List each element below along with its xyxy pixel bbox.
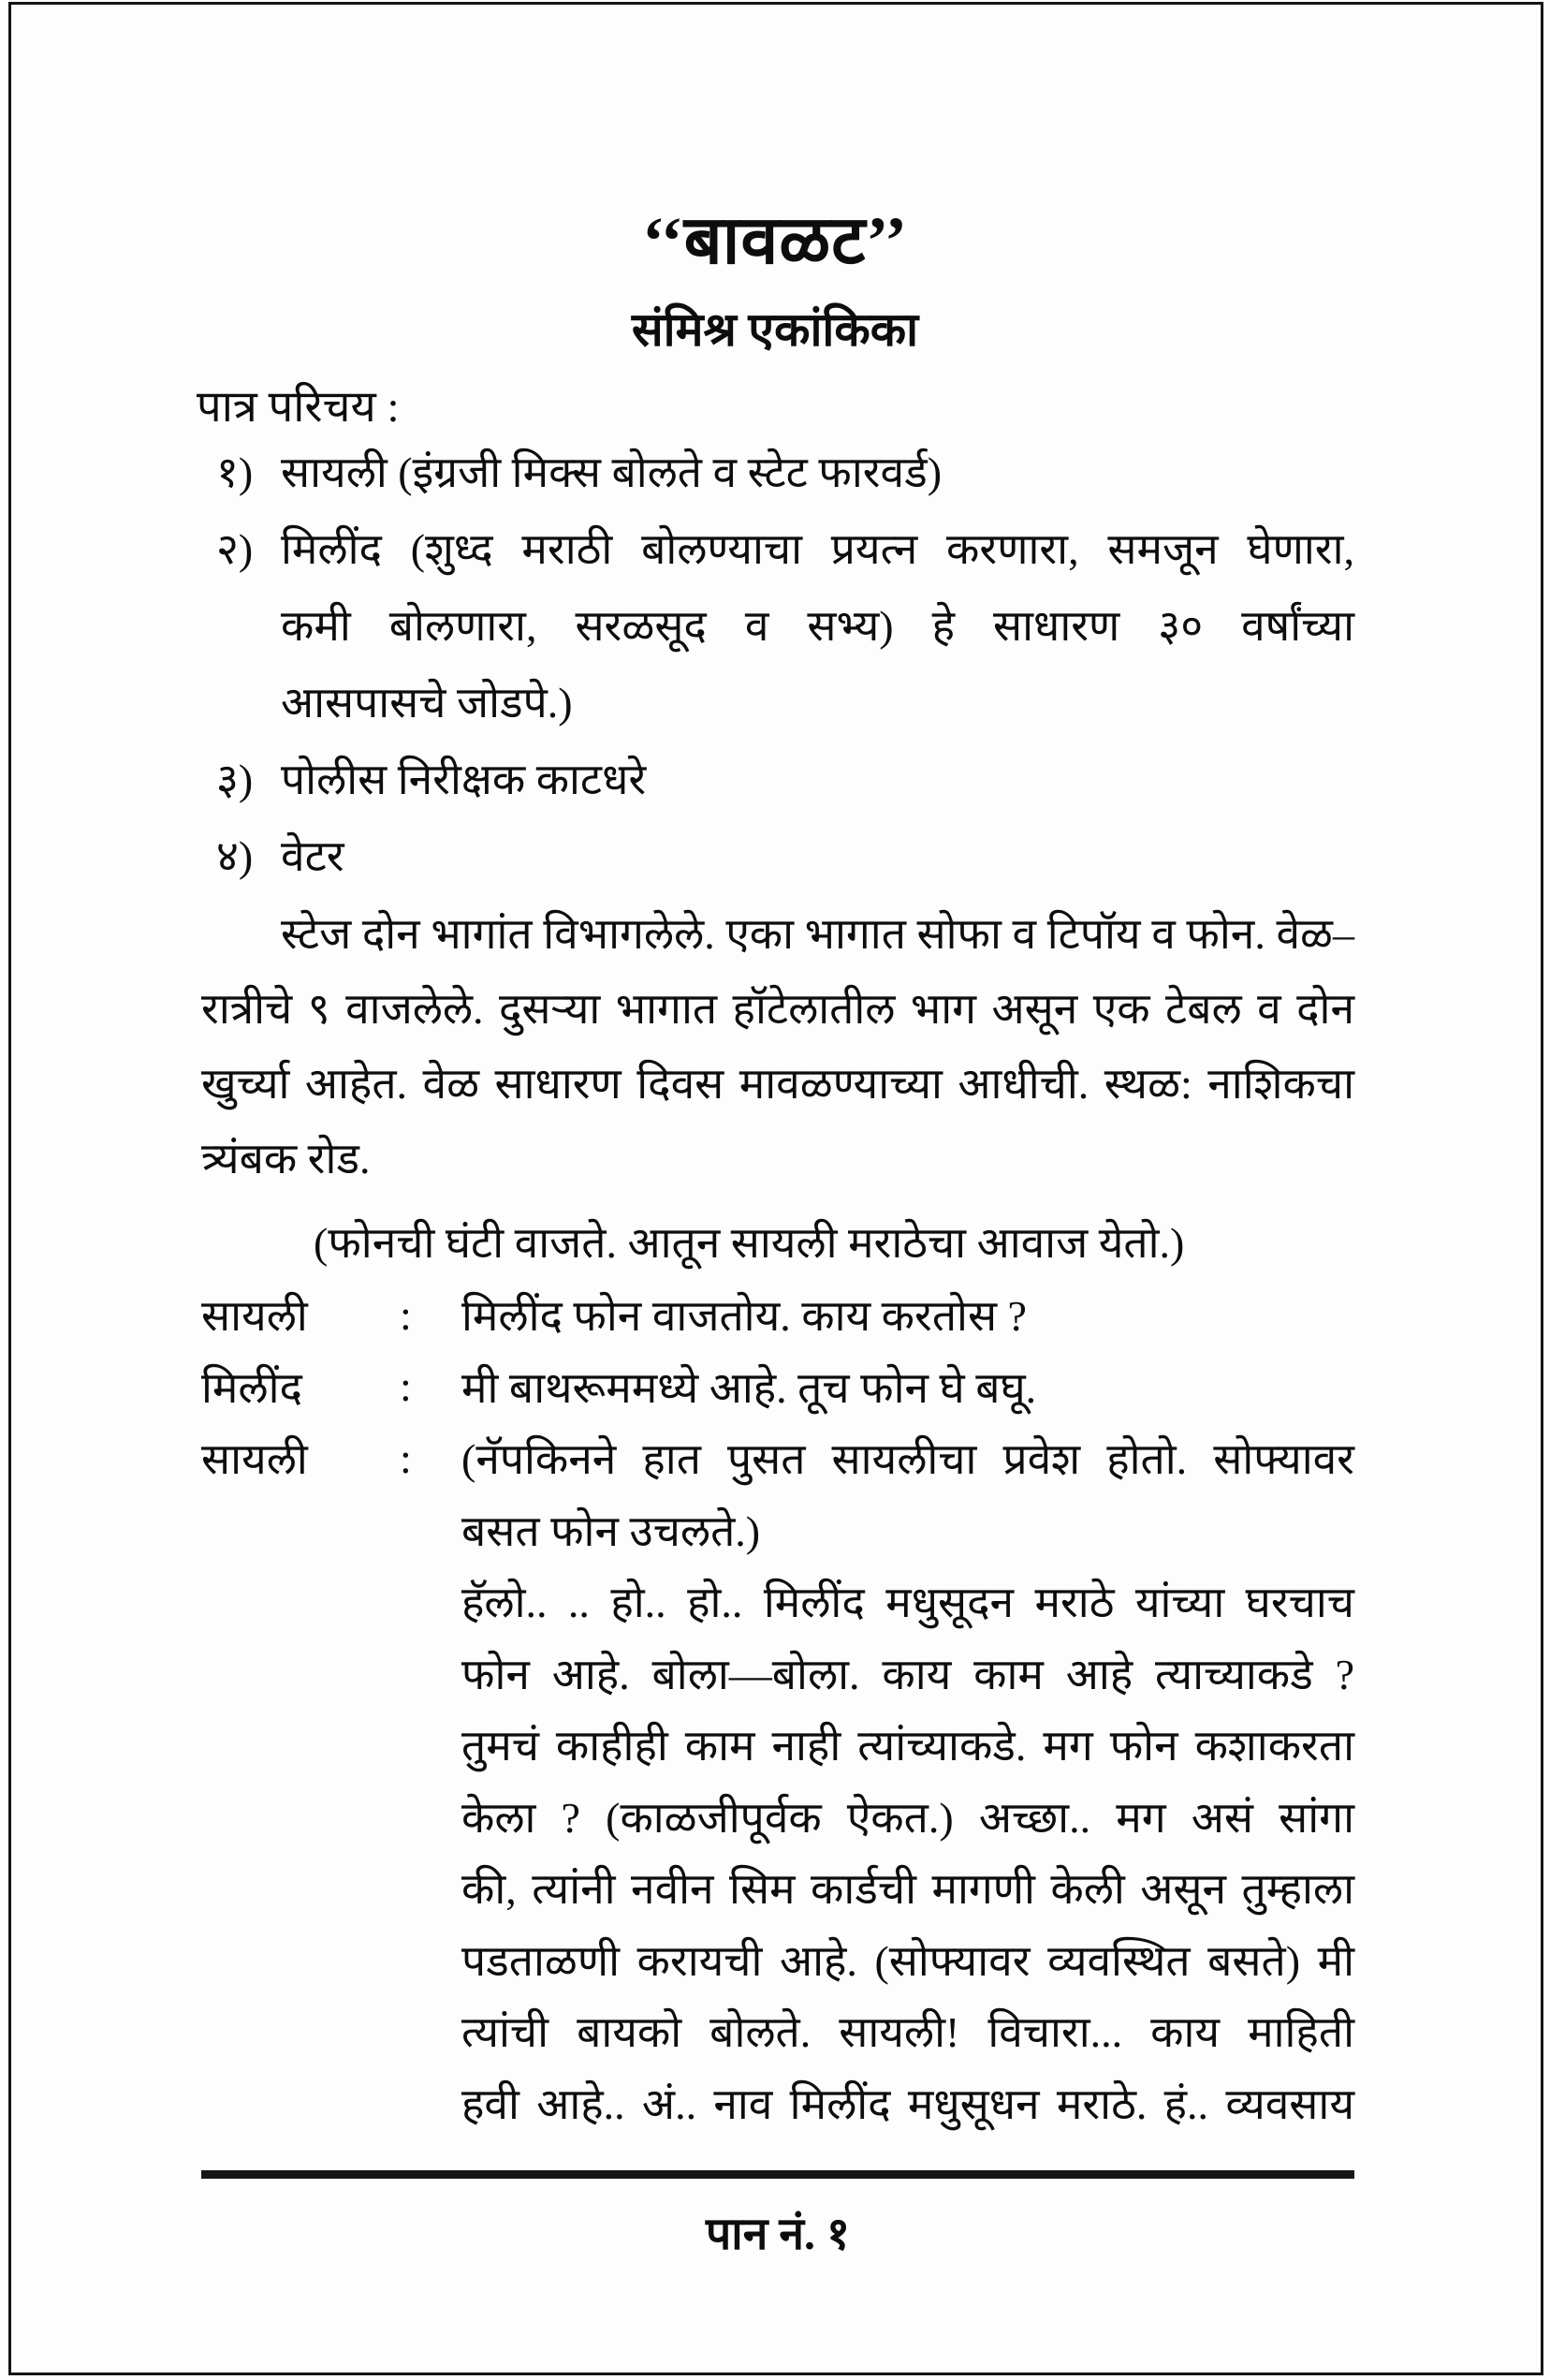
- speaker-name: मिलींद: [201, 1363, 302, 1412]
- cast-row: [201, 586, 1354, 663]
- speaker-name: सायली: [201, 1292, 308, 1341]
- cast-number: २): [216, 525, 254, 573]
- dialogue-text: त्यांची बायको बोलते. सायली! विचारा... काय माहिती: [461, 2008, 1354, 2057]
- footer-rule: [201, 2170, 1354, 2179]
- stage-directions: [201, 897, 1354, 1197]
- dialogue-text: पडताळणी करायची आहे. (सोफ्यावर व्यवस्थित बसते) मी: [461, 1936, 1354, 1985]
- dialogue-text: हॅलो.. .. हो.. हो.. मिलींद मधुसूदन मराठे यांच्या घरचाच: [461, 1579, 1354, 1627]
- stage-direction-line: खुर्च्या आहेत. वेळ साधारण दिवस मावळण्याच्या आधीची. स्थळ: नाशिकचा: [201, 1060, 1354, 1108]
- dialogue-row: [201, 1279, 1354, 1351]
- cast-row: [201, 509, 1354, 586]
- cast-row: [201, 433, 1354, 509]
- dialogue-text: फोन आहे. बोला––बोला. काय काम आहे त्याच्याकडे ?: [461, 1650, 1354, 1698]
- stage-direction-line: रात्रीचे ९ वाजलेले. दुसऱ्या भागात हॉटेलातील भाग असून एक टेबल व दोन: [201, 985, 1354, 1033]
- dialogue-row: [201, 1351, 1354, 1423]
- dialogue-text: तुमचं काहीही काम नाही त्यांच्याकडे. मग फोन कशाकरता: [461, 1722, 1354, 1770]
- speaker-colon: :: [400, 1290, 412, 1339]
- dialogue-row: [201, 1565, 1354, 1638]
- dialogue-text: बसत फोन उचलते.): [461, 1506, 761, 1555]
- cast-text: पोलीस निरीक्षक काटधरे: [281, 756, 647, 803]
- speaker-colon: :: [400, 1362, 412, 1411]
- cast-text: वेटर: [281, 832, 344, 880]
- cast-number: ३): [216, 756, 254, 803]
- dialogue-text: हवी आहे.. अं.. नाव मिलींद मधुसूधन मराठे. हं.. व्यवसाय: [461, 2079, 1354, 2128]
- play-title: ‘‘बावळट’’: [641, 203, 909, 278]
- stage-direction-line: स्टेज दोन भागांत विभागलेले. एका भागात सोफा व टिपॉय व फोन. वेळ–: [281, 910, 1354, 958]
- dialogue-text: मिलींद फोन वाजतोय. काय करतोस ?: [461, 1292, 1027, 1341]
- cast-text: सायली (इंग्रजी मिक्स बोलते व स्टेट फारवर्ड): [281, 448, 943, 496]
- cast-row: [201, 663, 1354, 740]
- cast-number: ४): [216, 832, 254, 880]
- phone-cue-line: (फोनची घंटी वाजते. आतून सायली मराठेचा आवाज येतो.): [314, 1219, 1185, 1267]
- dialogue-text: केला ? (काळजीपूर्वक ऐकत.) अच्छा.. मग असं सांगा: [461, 1793, 1354, 1842]
- dialogue-row: [201, 1924, 1354, 1996]
- dialogue-row: [201, 1494, 1354, 1566]
- dialogue-row: [201, 1995, 1354, 2067]
- dialogue-row: [201, 1709, 1354, 1781]
- dialogue-text: मी बाथरूममध्ये आहे. तूच फोन घे बघू.: [461, 1363, 1037, 1412]
- cast-row: [201, 740, 1354, 816]
- stage-direction-line: त्र्यंबक रोड.: [201, 1135, 371, 1183]
- dialogue-row: [201, 1422, 1354, 1494]
- dialogue-row: [201, 1638, 1354, 1710]
- speaker-name: सायली: [201, 1435, 308, 1484]
- dialogue-row: [201, 2067, 1354, 2139]
- cast-list: [201, 433, 1354, 893]
- cast-number: १): [216, 448, 254, 496]
- cast-row: [201, 816, 1354, 893]
- cast-text: आसपासचे जोडपे.): [281, 679, 573, 727]
- dialogue-block: [201, 1279, 1354, 2138]
- speaker-colon: :: [400, 1433, 412, 1482]
- cast-heading: पात्र परिचय :: [197, 383, 400, 432]
- dialogue-text: की, त्यांनी नवीन सिम कार्डची मागणी केली असून तुम्हाला: [461, 1865, 1354, 1914]
- play-subtitle: संमिश्र एकांकिका: [631, 303, 919, 356]
- dialogue-row: [201, 1781, 1354, 1853]
- cast-text: कमी बोलणारा, सरळसूद व सभ्य) हे साधारण ३० वर्षांच्या: [281, 602, 1354, 650]
- dialogue-row: [201, 1852, 1354, 1924]
- page-number: पान नं. १: [706, 2210, 850, 2259]
- cast-text: मिलींद (शुध्द मराठी बोलण्याचा प्रयत्न करणारा, समजून घेणारा,: [281, 525, 1354, 573]
- dialogue-text: (नॅपकिनने हात पुसत सायलीचा प्रवेश होतो. सोफ्यावर: [461, 1435, 1354, 1484]
